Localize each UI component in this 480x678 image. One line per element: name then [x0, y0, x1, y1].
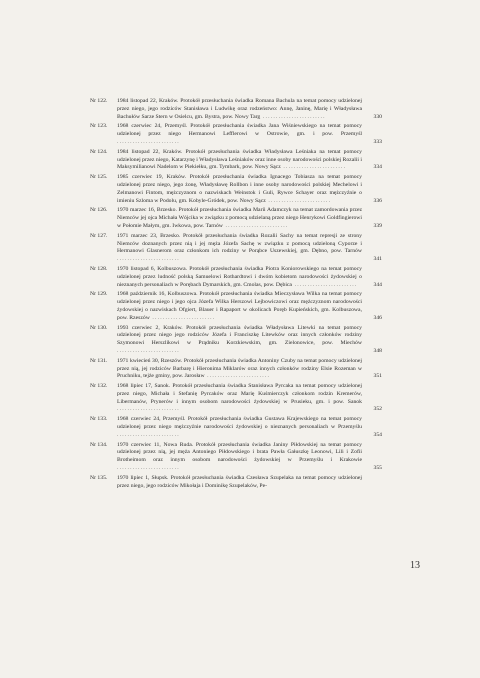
entry-number: Nr 125.: [90, 174, 108, 181]
toc-entry: [90, 233, 382, 264]
leader-dots: ........................: [117, 465, 180, 472]
leader-dots: ........................: [204, 373, 271, 380]
leader-dots: ........................: [291, 281, 358, 288]
entry-text: 1970 lipiec 1, Słupsk. Protokół przesłuchania świadka Czesława Szupelaka na temat pomocy udzielonej przez niego, jego rodziców Mikołaja i Dominikę Szupelaków, Pe-: [117, 474, 362, 489]
entry-number: Nr 123.: [90, 123, 108, 130]
toc-entry: [90, 266, 382, 289]
toc-entry: [90, 149, 382, 172]
entry-page-number: 352: [373, 406, 382, 413]
table-of-contents: [90, 98, 382, 492]
toc-entry: [90, 174, 382, 205]
entry-number: Nr 134.: [90, 441, 108, 448]
entry-number: Nr 131.: [90, 357, 108, 364]
entry-description: [117, 174, 362, 205]
entry-number: Nr 132.: [90, 383, 108, 390]
page-number: 13: [410, 560, 420, 571]
entry-number: Nr 133.: [90, 416, 108, 423]
entry-text: 1985 czerwiec 19, Kraków. Protokół przesłuchania świadka Ignacego Tobiasza na temat pomocy udzielonej przez niego, jego żonę, Władysławę Rollbon i inne osoby narodowości polskiej Mechelowi i Zelmanowi Fintom, mężczyznom o nazwiskach Weinstok i Guli, Rywce Schayer oraz mężczyźnie o imieniu Szloma w Podolu, gm. Kobyle-Gródek, pow. Nowy Sącz: [117, 174, 362, 204]
entry-page-number: 341: [373, 256, 382, 263]
entry-page-number: 355: [373, 465, 382, 472]
entry-description: [117, 207, 362, 230]
entry-text: 1984 listopad 22, Kraków. Protokół przesłuchania świadka Władysława Leśniaka na temat pomocy udzielonej przez niego, Katarzynę i Władysława Leśniaków oraz inne osoby narodowości polskiej Rozalii i Maksymilianowi Nadelom w Piekiełku, gm. Tymbark, pow. Nowy Sącz: [117, 148, 362, 171]
entry-text: 1968 październik 16, Kolbuszowa. Protokół przesłuchania świadka Mieczysława Wilka na temat pomocy udzielonej przez niego i jego ojca Józefa Wilka Herszowi Lejbowiczowi oraz mężczyznom narodowości żydowskiej o nazwiskach Ofgiert, Blauer i Rapaport w okolicach Poręb Kupieńskich, gm. Kolbuszowa, pow. Rzeszów: [117, 291, 362, 321]
toc-entry: [90, 325, 382, 356]
entry-page-number: 339: [373, 222, 382, 229]
entry-text: 1968 lipiec 17, Sanok. Protokół przesłuchania świadka Stanisława Pyrcaka na temat pomocy udzielonej przez niego, Michała i Stefanię Pyrcaków oraz Marię Kuśmierczyk członkom rodzin Kremerów, Libermanów, Prynerów i innym osobom narodowości żydowskiej w Prusieku, gm. i pow. Sanok: [117, 383, 362, 405]
entry-page-number: 348: [373, 347, 382, 354]
entry-number: Nr 129.: [90, 291, 108, 298]
leader-dots: ........................: [280, 164, 347, 171]
entry-description: [117, 358, 362, 381]
entry-description: [117, 416, 362, 439]
leader-dots: ........................: [149, 314, 216, 321]
entry-number: Nr 135.: [90, 474, 108, 481]
toc-entry: [90, 383, 382, 414]
entry-page-number: 336: [373, 197, 382, 204]
entry-text: 1984 listopad 22, Kraków. Protokół przesłuchania świadka Romana Bachula na temat pomocy udzielonej przez niego, jego rodziców Stanisława i Ludwikę oraz rodzeństwo: Annę, Janinę, Marię i Władysława Bachułów Sarze Stern w Osielcu, gm. Bystra, pow. Nowy Targ: [117, 98, 362, 120]
entry-description: [117, 325, 362, 356]
leader-dots: ........................: [117, 347, 180, 354]
entry-page-number: 354: [373, 431, 382, 438]
entry-page-number: 351: [373, 373, 382, 380]
entry-text: 1970 marzec 16, Brzesko. Protokół przesłuchania świadka Marii Adamczyk na temat zamordowania przez Niemców jej ojca Michała Wójcika w związku z pomocą udzielaną przez niego Henrykowi Goldfingierowi w Połomie Małym, gm. Iwkowa, pow. Tarnów: [117, 207, 362, 229]
entry-description: [117, 123, 362, 146]
leader-dots: ........................: [117, 431, 180, 438]
entry-description: [117, 233, 362, 264]
toc-entry: [90, 442, 382, 473]
entry-page-number: 333: [373, 138, 382, 145]
leader-dots: ........................: [117, 406, 180, 413]
leader-dots: ........................: [117, 138, 180, 145]
entry-number: Nr 126.: [90, 207, 108, 214]
toc-entry: [90, 291, 382, 322]
entry-text: 1968 czerwiec 24, Przemyśl. Protokół przesłuchania świadka Gustawa Krajewskiego na temat pomocy udzielonej przez niego mężczyźnie narodowości żydowskiej o nieznanych personaliach w Przemyślu: [117, 416, 362, 431]
toc-entry: [90, 416, 382, 439]
entry-text: 1970 czerwiec 11, Nowa Ruda. Protokół przesłuchania świadka Janiny Piłdowskiej na temat pomocy udzielonej przez nią, jej męża Antoniego Piłdowskiego i brata Pawła Gałuszkę Leonowi, Lili i Zofii Brotheimom oraz innym osobom narodowości żydowskiej w Przemyślu i Krakowie: [117, 441, 362, 464]
entry-description: [117, 149, 362, 172]
entry-text: 1968 czerwiec 24, Przemyśl. Protokół przesłuchania świadka Jana Wiśniewskiego na temat pomocy udzielonej przez niego Hermanowi Lefflerowi w Ostrowie, gm. i pow. Przemyśl: [117, 123, 362, 138]
toc-entry: [90, 358, 382, 381]
leader-dots: ........................: [222, 222, 289, 229]
entry-description: [117, 383, 362, 414]
toc-entry: [90, 123, 382, 146]
toc-entry: [90, 98, 382, 121]
entry-number: Nr 122.: [90, 98, 108, 104]
leader-dots: ........................: [260, 113, 326, 120]
entry-number: Nr 128.: [90, 265, 108, 272]
entry-text: 1971 kwiecień 30, Rzeszów. Protokół przesłuchania świadka Antoniny Czuby na temat pomocy udzielonej przez nią, jej rodziców Barbarę i Hieronima Miklarów oraz innych członków rodziny Elsie Rozeman w Pruchniku, tejże gminy, pow. Jarosław: [117, 357, 362, 380]
leader-dots: ........................: [117, 256, 180, 263]
leader-dots: ........................: [265, 197, 332, 204]
entry-description: [117, 291, 362, 322]
entry-description: [117, 98, 362, 121]
entry-description: [117, 475, 362, 491]
entry-text: 1993 czerwiec 2, Kraków. Protokół przesłuchania świadka Władysława Litewki na temat pomocy udzielonej przez niego jego rodziców Józefa i Franciszkę Litewków oraz innych członków rodziny Szymonowi Herszlikowi w Prądniku Korzkiewskim, gm. Zielonowice, pow. Miechów: [117, 324, 362, 347]
toc-entry: [90, 207, 382, 230]
entry-page-number: 346: [373, 314, 382, 321]
entry-number: Nr 124.: [90, 148, 108, 155]
entry-description: [117, 442, 362, 473]
entry-text: 1971 marzec 23, Brzesko. Protokół przesłuchania świadka Rozalii Sachy na temat represji ze strony Niemców doznanych przez nią i jej męża Józefa Sachę w związku z pomocą udzieloną Cyporze i Hermanowi Glasnerom oraz członkom ich rodziny w Porąbce Uszewskiej, gm. Dębno, pow. Tarnów: [117, 232, 362, 255]
entry-page-number: 334: [373, 164, 382, 171]
entry-number: Nr 127.: [90, 232, 108, 239]
entry-page-number: 330: [373, 113, 382, 120]
entry-page-number: 344: [373, 281, 382, 288]
entry-number: Nr 130.: [90, 324, 108, 331]
entry-description: [117, 266, 362, 289]
entry-text: 1970 listopad 6, Kolbuszowa. Protokół przesłuchania świadka Piotra Koniorowskiego na temat pomocy udzielonej przez ludność polską Samuelowi Rothardtowi i dwóm kobietom narodowości żydowskiej o nieznanych personaliach w Porębach Dymarskich, gm. Cmolas, pow. Dębica: [117, 265, 362, 288]
toc-entry: [90, 475, 382, 491]
